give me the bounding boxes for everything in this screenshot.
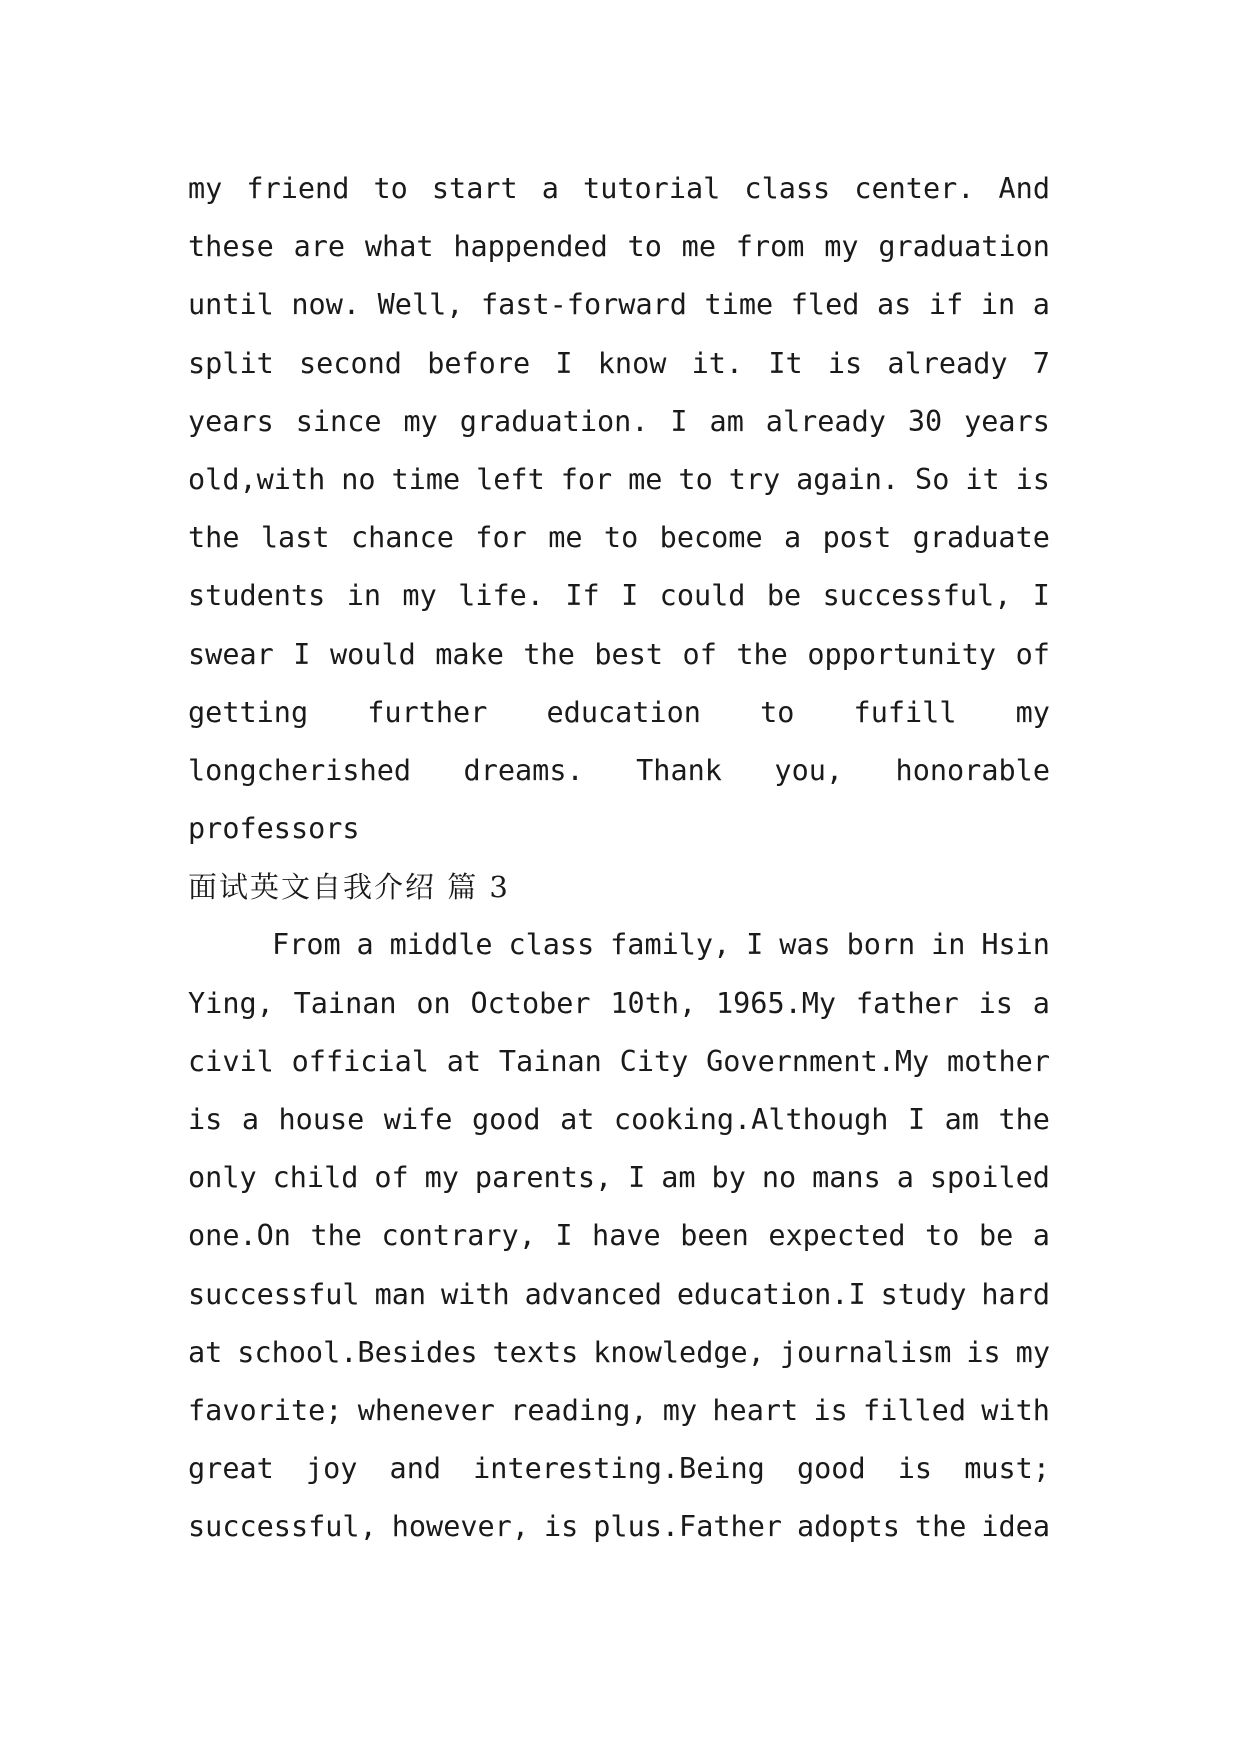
word: friend [246, 172, 350, 205]
text-line [188, 393, 1050, 451]
word: already [887, 346, 1008, 380]
word: a [241, 1103, 259, 1136]
word: 7 [1032, 346, 1050, 380]
word: graduation. [459, 404, 649, 438]
word: Hsin [981, 928, 1050, 962]
word: opportunity [807, 637, 997, 671]
text-line [188, 1324, 1050, 1382]
word: is [543, 1510, 579, 1544]
word: further [367, 695, 488, 729]
word: left [476, 462, 545, 496]
word: born [846, 928, 916, 962]
word: expected [768, 1219, 906, 1253]
word: split [188, 346, 274, 380]
word: I [555, 346, 573, 380]
word: is [1015, 462, 1050, 496]
word: the [998, 1103, 1050, 1136]
word: by [711, 1161, 746, 1195]
word: child [272, 1161, 359, 1195]
word: 1965.My [715, 986, 837, 1020]
word: parents, [474, 1161, 613, 1195]
word: am [661, 1161, 696, 1195]
word: the [914, 1510, 967, 1544]
word: dreams. [463, 753, 584, 787]
word: to [603, 521, 639, 555]
word: in [980, 288, 1016, 322]
text-line [188, 335, 1050, 393]
word: my [662, 1393, 698, 1427]
word: honorable [895, 753, 1050, 787]
word: knowledge, [593, 1335, 765, 1369]
word: if [928, 288, 964, 322]
word: before [427, 346, 531, 380]
word: know [597, 346, 667, 380]
text-line-first-indented [188, 916, 1050, 974]
word: until [188, 288, 274, 322]
word: on [416, 986, 451, 1020]
word: am [709, 404, 744, 438]
word: family, [610, 928, 731, 962]
word: been [680, 1219, 749, 1253]
word: the [736, 637, 788, 671]
word: time [704, 288, 774, 322]
word: my [824, 230, 859, 264]
word: I [628, 1161, 646, 1195]
text-line [188, 1440, 1050, 1498]
word: for [475, 521, 527, 555]
word: heart [712, 1393, 799, 1427]
word: what [364, 230, 434, 264]
word: Tainan [498, 1044, 602, 1078]
word: And [998, 172, 1050, 205]
word: start [431, 172, 518, 205]
word: post [822, 521, 892, 555]
word: must; [964, 1452, 1050, 1486]
word: official [291, 1044, 429, 1078]
word: education [546, 695, 701, 729]
word: I [746, 928, 764, 962]
word: second [299, 346, 402, 380]
word: fast-forward [481, 288, 687, 322]
word: already [765, 404, 886, 438]
word: me [628, 462, 663, 496]
word: house [278, 1103, 365, 1136]
word: Thank [636, 753, 722, 787]
text-line [188, 742, 1050, 800]
word: center. [854, 172, 975, 205]
word: however, [391, 1510, 529, 1544]
word: successful, [822, 579, 1012, 613]
word: try [728, 462, 781, 496]
word: the [310, 1219, 362, 1253]
word: study [880, 1277, 967, 1311]
document-body [188, 160, 1050, 1557]
word: is [827, 346, 863, 380]
word: to [373, 172, 408, 205]
word: make [435, 637, 504, 671]
word: the [188, 521, 240, 555]
word: interesting.Being [473, 1452, 765, 1486]
word: am [944, 1103, 979, 1136]
word: are [293, 230, 346, 264]
word: at [188, 1335, 223, 1369]
word: Ying, [188, 986, 274, 1020]
text-line-last: professors [188, 812, 360, 846]
word: fled [790, 288, 860, 322]
word: me [548, 521, 583, 555]
word: tutorial [583, 172, 721, 205]
word: have [592, 1219, 661, 1253]
section-heading: 面试英文自我介绍 篇 3 [188, 870, 510, 905]
word: class [744, 172, 831, 205]
word: these [188, 230, 274, 264]
word: man [374, 1277, 427, 1311]
text-line [188, 626, 1050, 684]
word: to [627, 230, 662, 264]
word: to [925, 1219, 960, 1253]
word: is [813, 1393, 848, 1427]
word: a [784, 521, 802, 555]
text-line [188, 1266, 1050, 1324]
word: advanced [524, 1277, 662, 1311]
word: with [981, 1393, 1050, 1427]
word: in [931, 928, 966, 962]
word: a [1032, 288, 1050, 322]
word: father [855, 986, 959, 1020]
word: successful, [188, 1510, 377, 1544]
word: last [260, 521, 330, 555]
word: Government.My [706, 1044, 930, 1078]
word: a [896, 1161, 914, 1195]
word: at [446, 1044, 482, 1078]
word: would [329, 637, 416, 671]
word: Tainan [293, 986, 397, 1020]
text-line [188, 1498, 1050, 1556]
word: my [402, 579, 437, 613]
text-line [188, 1033, 1050, 1091]
word: years [964, 404, 1050, 438]
word: longcherished [188, 753, 412, 787]
word: plus.Father [593, 1510, 783, 1544]
word: education.I [676, 1277, 866, 1311]
word: I [621, 579, 639, 613]
word: as [876, 288, 912, 322]
word: is [978, 986, 1013, 1020]
word: be [978, 1219, 1014, 1253]
word: a [541, 172, 559, 205]
word: journalism [779, 1335, 952, 1369]
word: my [403, 404, 438, 438]
text-line [188, 684, 1050, 742]
text-line [188, 975, 1050, 1033]
word: If [565, 579, 600, 613]
word: of [374, 1161, 409, 1195]
word: From [272, 928, 341, 962]
word: adopts [796, 1510, 900, 1544]
word: only [188, 1161, 257, 1195]
word: City [619, 1044, 689, 1078]
word: happended [453, 230, 608, 264]
word: filled [863, 1393, 966, 1427]
word: fufill [853, 695, 957, 729]
word: contrary, [381, 1219, 536, 1253]
word: could [659, 579, 746, 613]
word: 10th, [610, 986, 697, 1020]
text-line [188, 1149, 1050, 1207]
word: class [508, 928, 595, 962]
text-line [188, 276, 1050, 334]
word: I [670, 404, 688, 438]
word: my [424, 1161, 459, 1195]
word: it [965, 462, 1000, 496]
word: with [441, 1277, 510, 1311]
word: good [796, 1452, 866, 1486]
text-line [188, 451, 1050, 509]
word: my [1015, 1335, 1050, 1369]
word: is [966, 1335, 1001, 1369]
word: 30 [907, 404, 943, 438]
word: favorite; [188, 1393, 343, 1427]
word: good [471, 1103, 541, 1136]
word: texts [492, 1335, 579, 1369]
text-line [188, 218, 1050, 276]
word: you, [774, 753, 844, 787]
text-line [188, 160, 1050, 218]
word: of [1015, 637, 1050, 671]
word: no [341, 462, 376, 496]
word: old,with [188, 462, 326, 496]
text-line [188, 1382, 1050, 1440]
word: wife [383, 1103, 453, 1136]
word: October [470, 986, 591, 1020]
word: since [295, 404, 382, 438]
word: chance [350, 521, 454, 555]
word: and [389, 1452, 442, 1486]
word: at [560, 1103, 595, 1136]
word: one.On [188, 1219, 291, 1253]
text-line [188, 1207, 1050, 1265]
text-line [188, 567, 1050, 625]
word: I [555, 1219, 573, 1253]
word: was [779, 928, 831, 962]
word: a [1032, 986, 1050, 1020]
word: It [768, 346, 803, 380]
word: reading, [510, 1393, 648, 1427]
word: my [188, 172, 223, 205]
word: it. [691, 346, 744, 380]
word: middle [389, 928, 493, 962]
word: best [594, 637, 664, 671]
word: great [188, 1452, 274, 1486]
word: Well, [377, 288, 464, 322]
word: a [1032, 1219, 1050, 1253]
word: students [188, 579, 326, 613]
word: I [907, 1103, 926, 1136]
word: from [735, 230, 805, 264]
word: cooking.Although [613, 1103, 889, 1136]
word: again. [796, 462, 900, 496]
word: the [523, 637, 575, 671]
word: So [915, 462, 950, 496]
word: mans [812, 1161, 881, 1195]
word: civil [188, 1044, 274, 1078]
word: getting [188, 695, 309, 729]
word: time [391, 462, 461, 496]
word: swear [188, 637, 274, 671]
word: for [560, 462, 613, 496]
word: hard [981, 1277, 1050, 1311]
word: graduation [878, 230, 1050, 264]
word: now. [291, 288, 361, 322]
word: to [678, 462, 713, 496]
word: whenever [357, 1393, 495, 1427]
word: to [760, 695, 795, 729]
word: years [188, 404, 274, 438]
text-line [188, 1091, 1050, 1149]
word: be [766, 579, 802, 613]
word: is [188, 1103, 223, 1136]
word: joy [305, 1452, 358, 1486]
word: mother [947, 1044, 1050, 1078]
word: successful [188, 1277, 360, 1311]
word: become [659, 521, 763, 555]
word: school.Besides [237, 1335, 478, 1369]
word: me [681, 230, 716, 264]
word: spoiled [929, 1161, 1050, 1195]
word: a [356, 928, 374, 962]
word: in [346, 579, 382, 613]
word: my [1015, 695, 1050, 729]
word: graduate [912, 521, 1050, 555]
word: I [1032, 579, 1050, 613]
word: is [897, 1452, 933, 1486]
word: no [761, 1161, 797, 1195]
word: of [682, 637, 717, 671]
word: idea [981, 1510, 1050, 1544]
word: life. [458, 579, 544, 613]
word: I [293, 637, 311, 671]
text-line [188, 509, 1050, 567]
